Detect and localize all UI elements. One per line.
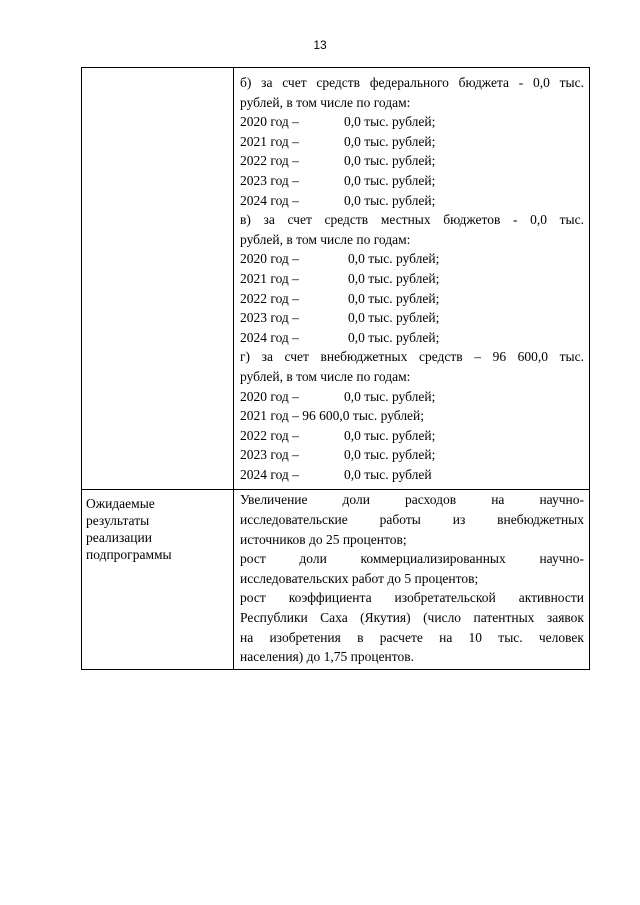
year-amount: 0,0 тыс. рублей;	[344, 172, 436, 188]
results-row	[82, 490, 590, 669]
federal-year-line	[240, 151, 584, 171]
federal-budget-line: б) за счет средств федерального бюджета - 0,0 тыс.	[240, 75, 584, 90]
year-amount: 0,0 тыс. рублей;	[344, 447, 436, 463]
extrabudgetary-year-line	[240, 445, 584, 465]
extrabudgetary-by-years: рублей, в том числе по годам:	[240, 368, 411, 384]
local-year-line	[240, 289, 584, 309]
results-label-line: результаты	[86, 513, 150, 529]
federal-year-line	[240, 171, 584, 191]
year-amount: 0,0 тыс. рублей;	[344, 114, 436, 130]
result-text-line: исследовательских работ до 5 процентов;	[240, 570, 479, 586]
year-amount: 0,0 тыс. рублей;	[348, 290, 440, 306]
year-label: 2024 год –	[240, 329, 299, 345]
extrabudgetary-year-2021: 2021 год – 96 600,0 тыс. рублей;	[240, 408, 425, 424]
federal-year-line	[240, 132, 584, 152]
local-budget-by-years: рублей, в том числе по годам:	[240, 231, 411, 247]
year-label: 2020 год –	[240, 114, 299, 130]
funding-row	[82, 68, 590, 490]
local-year-line	[240, 269, 584, 289]
results-label-line: реализации	[86, 530, 152, 546]
result-text-line: источников до 25 процентов;	[240, 531, 407, 547]
extrabudgetary-line: г) за счет внебюджетных средств – 96 600,0 тыс.	[240, 349, 584, 365]
extrabudgetary-year-line	[240, 465, 584, 485]
year-label: 2023 год –	[240, 310, 299, 326]
federal-year-line	[240, 191, 584, 211]
local-budget-line: в) за счет средств местных бюджетов - 0,0 тыс.	[240, 212, 584, 228]
extrabudgetary-year-line	[240, 387, 584, 407]
year-label: 2023 год –	[240, 447, 299, 463]
extrabudgetary-year-line	[240, 426, 584, 446]
year-amount: 0,0 тыс. рублей;	[348, 310, 440, 326]
year-amount: 0,0 тыс. рублей;	[348, 329, 440, 345]
funding-content-cell	[234, 68, 590, 490]
result-text-line: Увеличение доли расходов на научно-	[240, 492, 584, 508]
year-label: 2022 год –	[240, 290, 299, 306]
year-label: 2022 год –	[240, 427, 299, 443]
local-year-line	[240, 249, 584, 269]
local-year-line	[240, 308, 584, 328]
results-label-cell	[82, 490, 234, 669]
result-text-line: рост доли коммерциализированных научно-	[240, 551, 584, 567]
year-label: 2024 год –	[240, 466, 299, 482]
year-label: 2020 год –	[240, 388, 299, 404]
year-amount: 0,0 тыс. рублей;	[344, 153, 436, 169]
year-label: 2021 год –	[240, 133, 299, 149]
year-label: 2020 год –	[240, 251, 299, 267]
year-amount: 0,0 тыс. рублей;	[348, 270, 440, 286]
year-amount: 0,0 тыс. рублей;	[344, 388, 436, 404]
year-label: 2021 год –	[240, 270, 299, 286]
federal-year-line	[240, 112, 584, 132]
year-amount: 0,0 тыс. рублей;	[344, 133, 436, 149]
year-amount: 0,0 тыс. рублей;	[344, 192, 436, 208]
year-amount: 0,0 тыс. рублей	[344, 466, 432, 482]
result-text-line: на изобретения в расчете на 10 тыс. человек	[240, 629, 584, 645]
funding-label-cell	[82, 68, 234, 490]
federal-budget-by-years: рублей, в том числе по годам:	[240, 94, 411, 110]
results-label-line: подпрограммы	[86, 547, 172, 563]
local-year-line	[240, 328, 584, 348]
results-content-cell	[234, 490, 590, 669]
year-amount: 0,0 тыс. рублей;	[344, 427, 436, 443]
result-text-line: исследовательские работы из внебюджетных	[240, 512, 584, 528]
year-label: 2024 год –	[240, 192, 299, 208]
results-label-line: Ожидаемые	[86, 496, 155, 512]
result-text-line: рост коэффициента изобретательской активности	[240, 590, 584, 606]
year-amount: 0,0 тыс. рублей;	[348, 251, 440, 267]
year-label: 2022 год –	[240, 153, 299, 169]
subprogram-passport-table	[81, 67, 590, 670]
page-number: 13	[313, 38, 327, 52]
result-text-line: Республики Саха (Якутия) (число патентных заявок	[240, 610, 584, 626]
result-text-line: населения) до 1,75 процентов.	[240, 649, 415, 665]
year-label: 2023 год –	[240, 172, 299, 188]
